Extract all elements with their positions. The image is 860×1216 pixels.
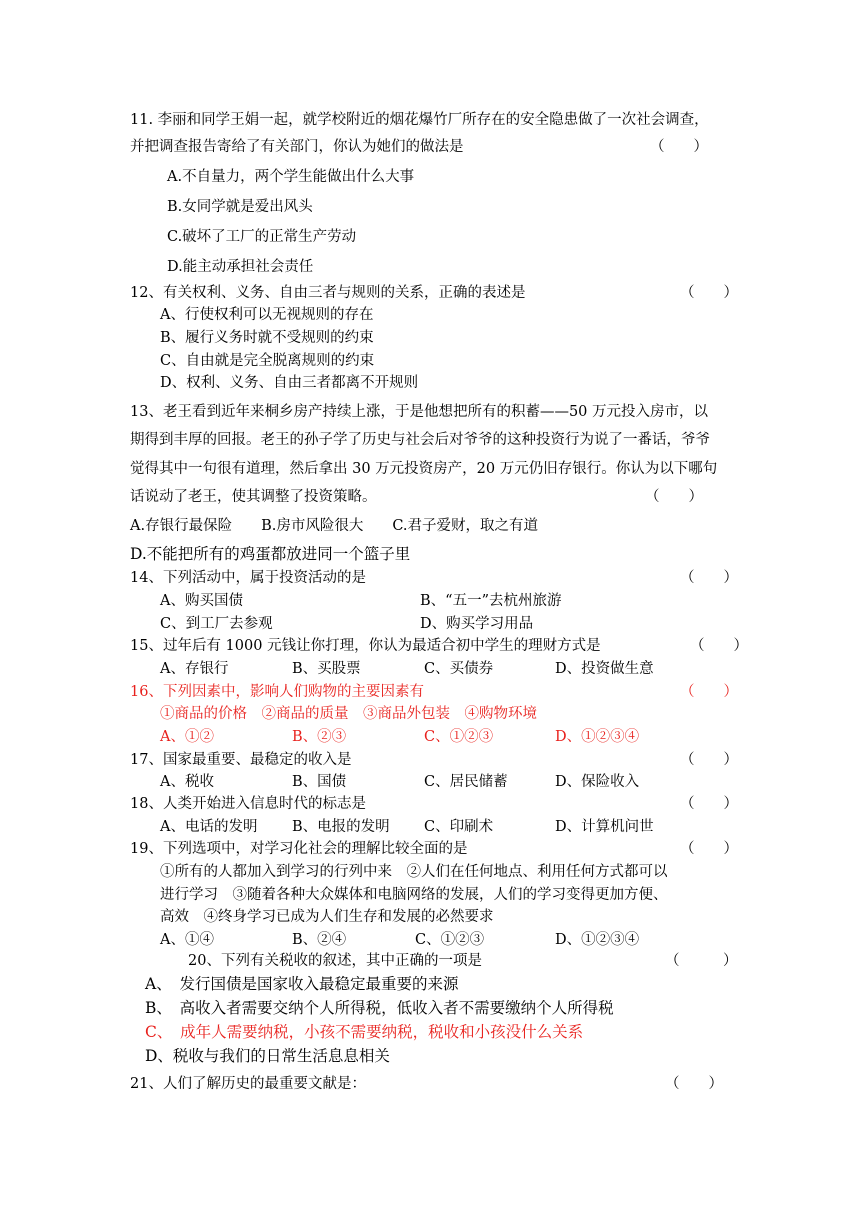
q20-stem: 20、下列有关税收的叙述，其中正确的一项是	[188, 953, 482, 969]
q17-option-c: C、居民储蓄	[424, 774, 508, 790]
q16-items: ①商品的价格 ②商品的质量 ③商品外包装 ④购物环境	[160, 706, 537, 722]
q18-option-a: A、电话的发明	[160, 819, 258, 835]
q12-option-d: D、权利、义务、自由三者都离不开规则	[160, 375, 419, 391]
q14-answer-blank: （ ）	[680, 570, 738, 586]
q13-option-d: D.不能把所有的鸡蛋都放进同一个篮子里	[130, 545, 411, 563]
q18-answer-blank: （ ）	[680, 796, 738, 812]
q19-option-c: C、①②③	[415, 932, 485, 948]
q13-stem-line2: 期得到丰厚的回报。老王的孙子学了历史与社会后对爷爷的这种投资行为说了一番话，爷爷	[130, 432, 710, 448]
q21-stem: 21、人们了解历史的最重要文献是：	[130, 1076, 366, 1092]
q11-answer-blank: （ ）	[650, 139, 708, 155]
q18-stem: 18、人类开始进入信息时代的标志是	[130, 796, 366, 812]
q13-stem-line4: 话说动了老王，使其调整了投资策略。	[130, 489, 377, 505]
q18-option-c: C、印刷术	[424, 819, 494, 835]
q20-option-c: C、 成年人需要纳税，小孩不需要纳税，税收和小孩没什么关系	[145, 1023, 584, 1041]
q19-statement-line3: 高效 ④终身学习已成为人们生存和发展的必然要求	[160, 909, 494, 925]
q15-option-c: C、买债券	[424, 661, 494, 677]
q19-answer-blank: （ ）	[680, 841, 738, 857]
q20-option-a: A、 发行国债是国家收入最稳定最重要的来源	[145, 975, 459, 993]
q15-option-a: A、存银行	[160, 661, 229, 677]
q19-option-d: D、①②③④	[555, 932, 640, 948]
q16-option-a: A、①②	[160, 729, 214, 745]
q20-answer-blank: （ ）	[665, 953, 738, 969]
q12-answer-blank: （ ）	[680, 285, 738, 301]
q15-option-b: B、买股票	[292, 661, 361, 677]
q13-options-abc: A.存银行最保险 B.房市风险很大 C.君子爱财，取之有道	[130, 518, 539, 534]
q12-stem: 12、有关权利、义务、自由三者与规则的关系，正确的表述是	[130, 285, 526, 301]
q11-option-c: C.破坏了工厂的正常生产劳动	[167, 229, 357, 245]
q16-option-c: C、①②③	[424, 729, 494, 745]
q14-option-d: D、购买学习用品	[420, 616, 534, 632]
q19-statement-line1: ①所有的人都加入到学习的行列中来 ②人们在任何地点、利用任何方式都可以	[160, 864, 668, 880]
q18-option-b: B、电报的发明	[292, 819, 390, 835]
q17-option-d: D、保险收入	[555, 774, 640, 790]
q12-option-c: C、自由就是完全脱离规则的约束	[160, 353, 375, 369]
q18-option-d: D、计算机问世	[555, 819, 654, 835]
q17-stem: 17、国家最重要、最稳定的收入是	[130, 752, 352, 768]
q16-stem: 16、下列因素中，影响人们购物的主要因素有	[130, 684, 424, 700]
q16-option-b: B、②③	[292, 729, 347, 745]
q15-stem: 15、过年后有 1000 元钱让你打理，你认为最适合初中学生的理财方式是	[130, 638, 601, 654]
q17-answer-blank: （ ）	[680, 752, 738, 768]
q11-option-b: B.女同学就是爱出风头	[167, 199, 313, 215]
q14-option-b: B、“五一”去杭州旅游	[420, 593, 562, 609]
q16-answer-blank: （ ）	[680, 684, 738, 700]
q14-option-c: C、到工厂去参观	[160, 616, 273, 632]
q19-statement-line2: 进行学习 ③随着各种大众媒体和电脑网络的发展，人们的学习变得更加方便、	[160, 887, 668, 903]
q19-stem: 19、下列选项中，对学习化社会的理解比较全面的是	[130, 841, 468, 857]
q15-answer-blank: （ ）	[690, 638, 748, 654]
q20-option-d: D、税收与我们的日常生活息息相关	[145, 1047, 390, 1065]
q11-option-a: A.不自量力，两个学生能做出什么大事	[167, 169, 415, 185]
q17-option-b: B、国债	[292, 774, 347, 790]
q16-option-d: D、①②③④	[555, 729, 640, 745]
q11-stem-line1: 11. 李丽和同学王娟一起，就学校附近的烟花爆竹厂所存在的安全隐患做了一次社会调查，	[130, 112, 709, 128]
q19-option-a: A、①④	[160, 932, 214, 948]
q17-option-a: A、税收	[160, 774, 214, 790]
q14-option-a: A、购买国债	[160, 593, 243, 609]
q12-option-a: A、行使权利可以无视规则的存在	[160, 307, 374, 323]
q13-answer-blank: （ ）	[645, 489, 703, 505]
q14-stem: 14、下列活动中，属于投资活动的是	[130, 570, 366, 586]
q12-option-b: B、履行义务时就不受规则的约束	[160, 330, 374, 346]
q21-answer-blank: （ ）	[665, 1076, 723, 1092]
q11-option-d: D.能主动承担社会责任	[167, 259, 314, 275]
q19-option-b: B、②④	[292, 932, 347, 948]
q15-option-d: D、投资做生意	[555, 661, 654, 677]
q13-stem-line3: 觉得其中一句很有道理，然后拿出 30 万元投资房产，20 万元仍旧存银行。你认为以下哪句	[130, 461, 718, 477]
q20-option-b: B、 高收入者需要交纳个人所得税，低收入者不需要缴纳个人所得税	[145, 999, 614, 1017]
q13-stem-line1: 13、老王看到近年来桐乡房产持续上涨，于是他想把所有的积蓄——50 万元投入房市，以	[130, 404, 709, 420]
q11-stem-line2: 并把调查报告寄给了有关部门，你认为她们的做法是	[130, 139, 464, 155]
